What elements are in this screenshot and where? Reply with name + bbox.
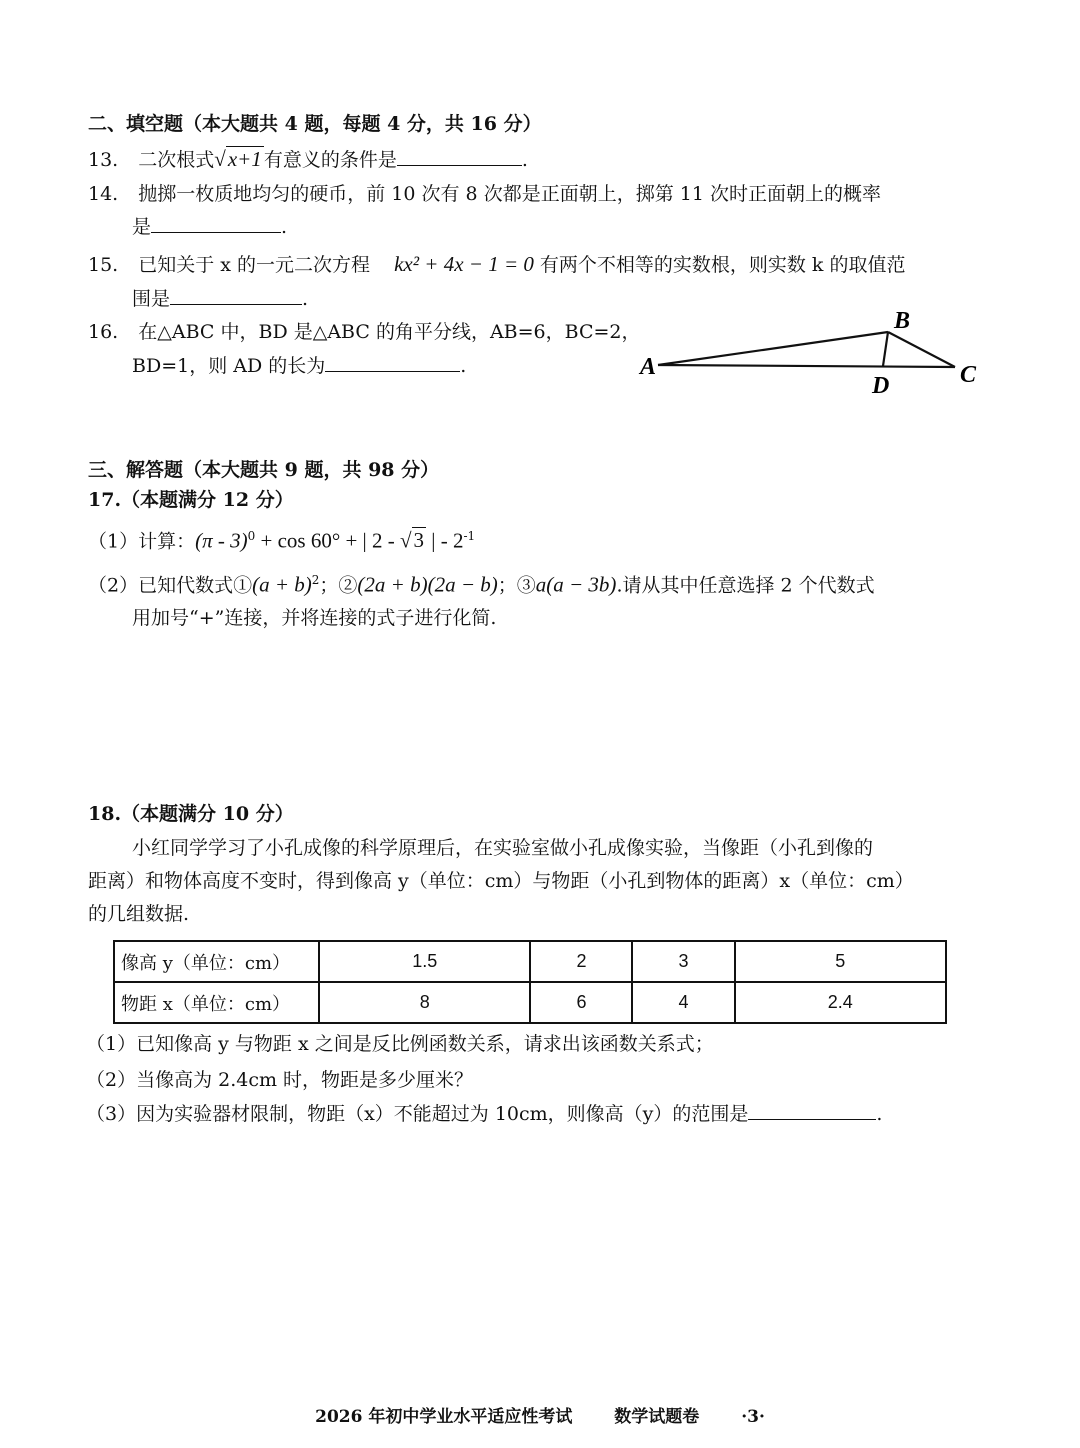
q17-p1-label: （1）计算： xyxy=(88,530,196,553)
question-14-cont xyxy=(132,212,287,241)
q17-p1-exp-neg1: -1 xyxy=(463,529,476,543)
q18-para-line2: 距离）和物体高度不变时，得到像高 y（单位：cm）与物距（小孔到物体的距离）x（单位：cm） xyxy=(88,870,914,892)
q16-line1: 在△ABC 中，BD 是△ABC 的角平分线，AB=6，BC=2， xyxy=(138,321,641,343)
q14-answer-blank[interactable] xyxy=(151,212,281,233)
table-cell: 6 xyxy=(530,982,632,1023)
data-table xyxy=(113,940,947,1024)
q18-sub2: （2）当像高为 2.4cm 时，物距是多少厘米？ xyxy=(86,1069,474,1091)
q16-answer-blank[interactable] xyxy=(325,351,460,372)
q13-post: 有意义的条件是 xyxy=(263,149,397,171)
q13-pre: 二次根式 xyxy=(138,149,215,171)
table-cell: 5 xyxy=(735,941,946,982)
q15-number: 15. xyxy=(88,254,119,276)
footer-subject: 数学试题卷 xyxy=(614,1407,700,1427)
point-c-label: C xyxy=(960,362,977,388)
point-a-label: A xyxy=(640,354,657,380)
q13-radicand: x+1 xyxy=(227,147,262,171)
q16-number: 16. xyxy=(88,321,119,343)
q17-p1-term-pi: (π - 3) xyxy=(195,528,248,553)
table-cell: 2 xyxy=(530,941,632,982)
q15-pre: 已知关于 x 的一元二次方程 xyxy=(138,254,371,276)
q17-p2-expr2: (2a + b)(2a − b) xyxy=(357,572,498,597)
page-footer xyxy=(0,1402,1080,1427)
table-cell: 1.5 xyxy=(319,941,530,982)
q17-p2-sep2: ；③ xyxy=(497,574,536,597)
table-cell: 8 xyxy=(319,982,530,1023)
q16-end: . xyxy=(460,355,467,377)
point-d-label: D xyxy=(872,373,890,399)
q18-sub3-end: . xyxy=(876,1103,883,1125)
q18-title: 18.（本题满分 10 分） xyxy=(88,803,294,825)
q17-p1-exp0: 0 xyxy=(247,529,256,543)
q17-p1-term-cos: + cos 60° + | 2 - xyxy=(255,528,401,553)
q13-end: . xyxy=(521,149,528,171)
q14-line2: 是 xyxy=(132,216,152,238)
table-row xyxy=(114,982,946,1023)
q18-answer-blank[interactable] xyxy=(748,1099,876,1120)
question-16 xyxy=(88,318,641,346)
q17-p2-tail: .请从其中任意选择 2 个代数式 xyxy=(616,574,875,597)
table-header-image-height: 像高 y（单位：cm） xyxy=(114,941,319,982)
q14-line1: 抛掷一枚质地均匀的硬币，前 10 次有 8 次都是正面朝上，掷第 11 次时正面朝上的概率 xyxy=(138,183,881,205)
q15-post: 有两个不相等的实数根，则实数 k 的取值范 xyxy=(539,254,906,276)
question-13: 13. 二次根式√x+1 有意义的条件是 . xyxy=(88,147,528,171)
question-16-cont xyxy=(132,351,466,380)
q18-sub1: （1）已知像高 y 与物距 x 之间是反比例函数关系，请求出该函数关系式； xyxy=(86,1033,714,1055)
q17-part2 xyxy=(88,566,875,599)
q14-end: . xyxy=(281,216,288,238)
q18-sub3-text: （3）因为实验器材限制，物距（x）不能超过为 10cm，则像高（y）的范围是 xyxy=(86,1103,749,1125)
table-cell: 3 xyxy=(632,941,734,982)
q17-p2-label: （2）已知代数式① xyxy=(88,574,253,597)
table-cell: 4 xyxy=(632,982,734,1023)
q17-p1-sqrt3: 3 xyxy=(413,528,425,553)
segment-bd xyxy=(883,332,888,366)
q16-line2: BD=1，则 AD 的长为 xyxy=(132,355,326,377)
segment-bc xyxy=(888,332,955,367)
point-b-label: B xyxy=(894,308,911,334)
segment-ac xyxy=(658,365,955,367)
q13-answer-blank[interactable] xyxy=(397,145,522,166)
q18-sub3 xyxy=(86,1099,882,1128)
q18-para-line1: 小红同学学习了小孔成像的科学原理后，在实验室做小孔成像实验，当像距（小孔到像的 xyxy=(132,837,874,859)
q17-p1-term-2: | - 2 xyxy=(426,528,464,553)
q14-number: 14. xyxy=(88,183,119,205)
q17-p2-expr3: a(a − 3b) xyxy=(535,572,617,597)
question-15-cont xyxy=(132,284,308,313)
q18-para-line3: 的几组数据. xyxy=(88,903,190,925)
triangle-figure xyxy=(630,300,990,400)
question-14 xyxy=(88,180,881,208)
table-cell: 2.4 xyxy=(735,982,946,1023)
q13-number: 13. xyxy=(88,149,119,171)
footer-exam-name: 2026 年初中学业水平适应性考试 xyxy=(315,1407,573,1427)
q15-equation: kx² + 4x − 1 = 0 xyxy=(394,252,534,276)
table-row xyxy=(114,941,946,982)
q17-p2-exp2: 2 xyxy=(311,573,320,587)
footer-page-number: ·3· xyxy=(741,1407,765,1427)
segment-ab xyxy=(658,332,888,365)
q17-p2-sep1: ；② xyxy=(319,574,358,597)
q15-line2: 围是 xyxy=(132,288,171,310)
q15-answer-blank[interactable] xyxy=(170,284,302,305)
q17-p2-expr1: (a + b) xyxy=(252,572,312,597)
q15-end: . xyxy=(302,288,309,310)
q17-part2-cont: 用加号“+”连接，并将连接的式子进行化简. xyxy=(132,607,497,629)
section2-title: 二、填空题（本大题共 4 题，每题 4 分，共 16 分） xyxy=(88,113,542,135)
question-15 xyxy=(88,250,905,279)
q17-part1: （1）计算：(π - 3)$^0$ + cos 60° + | 2 - √3 | - $2^{-1}$ xyxy=(88,528,476,553)
q17-title: 17.（本题满分 12 分） xyxy=(88,489,294,511)
table-header-object-distance: 物距 x（单位：cm） xyxy=(114,982,319,1023)
section3-title: 三、解答题（本大题共 9 题，共 98 分） xyxy=(88,459,440,481)
